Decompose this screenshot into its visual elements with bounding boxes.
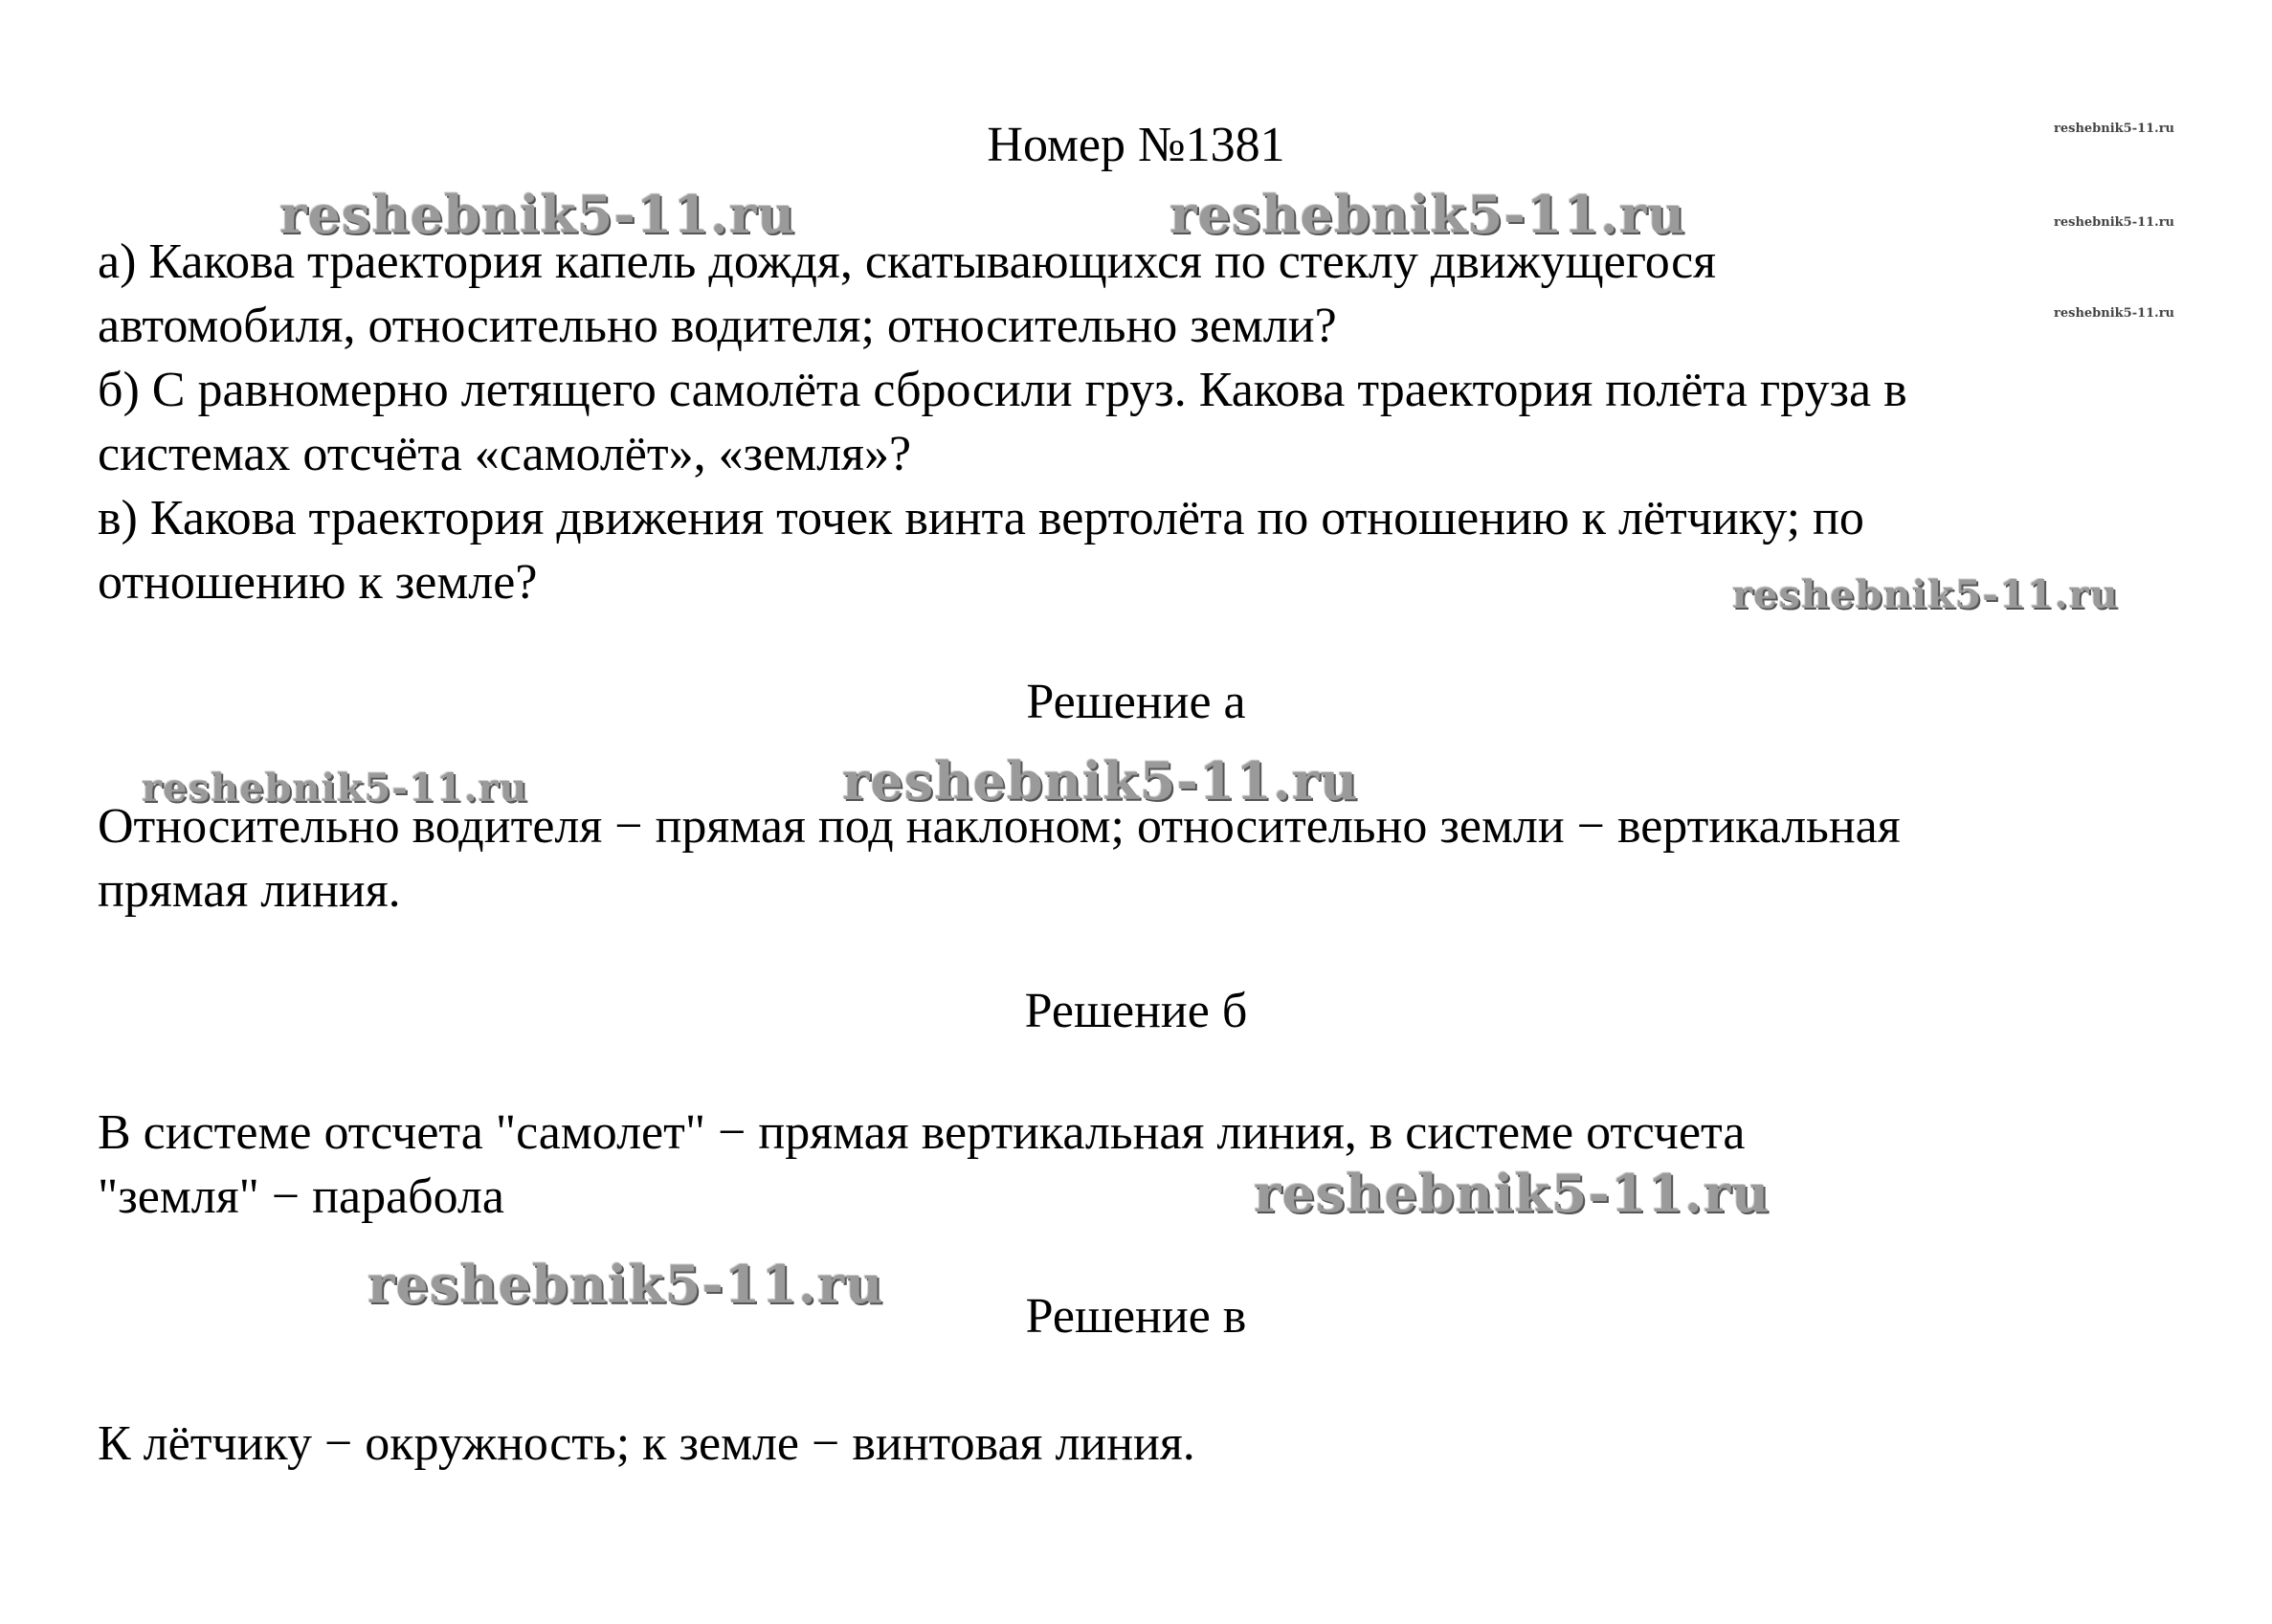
- solution-text: [98, 1412, 2203, 1476]
- question-a: [98, 230, 2203, 358]
- text-line: Относительно водителя − прямая под наклоном; относительно земли − вертикальная: [98, 799, 1901, 854]
- text-line: "земля" − парабола: [98, 1169, 504, 1224]
- watermark: reshebnik5-11.ru: [1732, 572, 2119, 617]
- text-line: а) Какова траектория капель дождя, скатывающихся по стеклу движущегося: [98, 234, 1717, 289]
- watermark: reshebnik5-11.ru: [279, 184, 796, 245]
- solution-text: [98, 1101, 2203, 1229]
- watermark: reshebnik5-11.ru: [842, 750, 1359, 812]
- text-line: В системе отсчета "самолет" − прямая вертикальная линия, в системе отсчета: [98, 1105, 1746, 1160]
- question-b: [98, 358, 2203, 486]
- watermark-small: reshebnik5-11.ru: [2054, 215, 2175, 230]
- text-line: отношению к земле?: [98, 555, 538, 610]
- text-line: в) Какова траектория движения точек винта вертолёта по отношению к лётчику; по: [98, 491, 1864, 545]
- text-line: К лётчику − окружность; к земле − винтовая линия.: [98, 1416, 1195, 1471]
- text-line: автомобиля, относительно водителя; относительно земли?: [98, 299, 1337, 353]
- solution-heading: Решение б: [1024, 984, 1248, 1038]
- watermark-small: reshebnik5-11.ru: [2054, 122, 2175, 136]
- watermark: reshebnik5-11.ru: [1169, 184, 1686, 245]
- text-line: б) С равномерно летящего самолёта сбросили груз. Какова траектория полёта груза в: [98, 363, 1907, 417]
- solution-text: [98, 794, 2203, 923]
- text-line: прямая линия.: [98, 863, 401, 918]
- solution-heading: Решение а: [1026, 675, 1246, 729]
- text-line: системах отсчёта «самолёт», «земля»?: [98, 427, 912, 481]
- page-title: Номер №1381: [987, 118, 1285, 172]
- solution-heading: Решение в: [1025, 1289, 1247, 1344]
- watermark: reshebnik5-11.ru: [1254, 1163, 1771, 1224]
- watermark-small: reshebnik5-11.ru: [2054, 306, 2175, 321]
- watermark: reshebnik5-11.ru: [142, 766, 528, 811]
- watermark: reshebnik5-11.ru: [368, 1254, 884, 1315]
